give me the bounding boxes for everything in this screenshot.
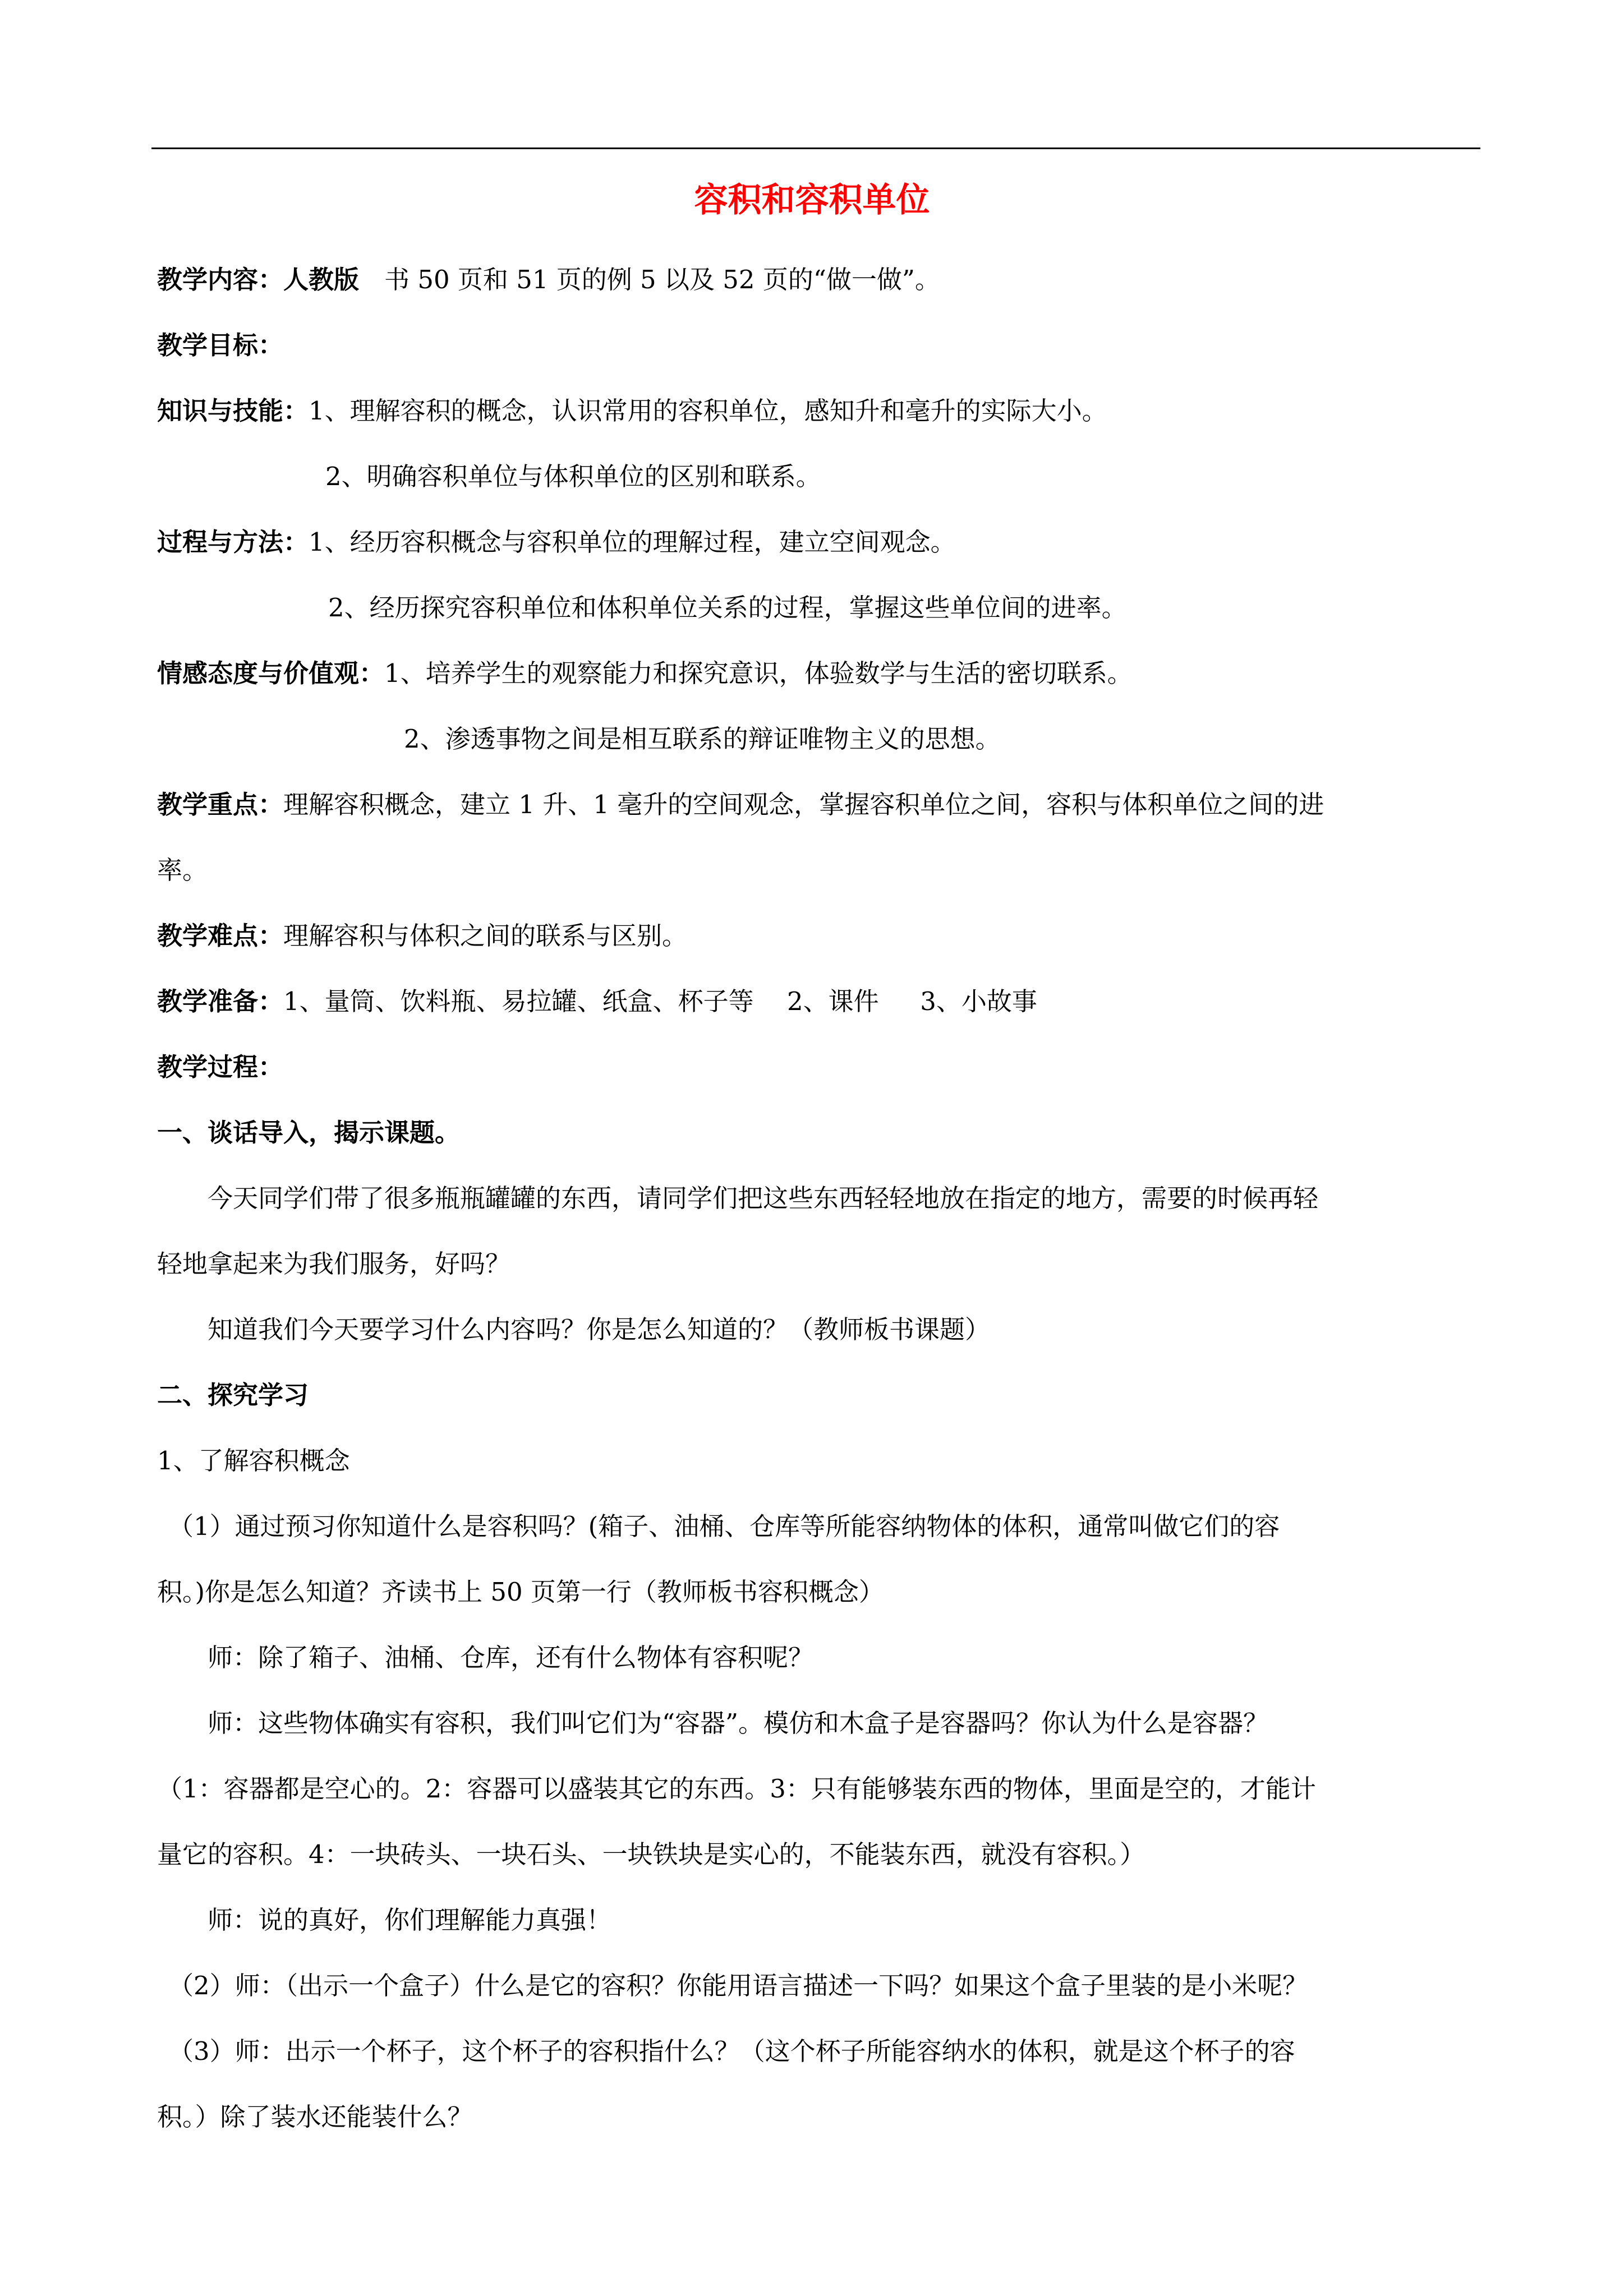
paragraph-line xyxy=(157,1559,1487,1625)
line-text: 1、理解容积的概念，认识常用的容积单位，感知升和毫升的实际大小。 xyxy=(309,396,1107,426)
line-text: 1、经历容积概念与容积单位的理解过程，建立空间观念。 xyxy=(309,527,956,557)
line-label: 教学过程： xyxy=(157,1052,284,1082)
paragraph-line xyxy=(157,1297,1487,1362)
line-text: 今天同学们带了很多瓶瓶罐罐的东西，请同学们把这些东西轻轻地放在指定的地方，需要的时候再轻 xyxy=(208,1183,1319,1213)
line-attitude-values xyxy=(157,640,1487,706)
line-process-methods-2 xyxy=(157,575,1487,640)
line-text: 率。 xyxy=(157,855,208,885)
line-process-methods xyxy=(157,509,1487,575)
line-label: 教学准备： xyxy=(157,986,284,1016)
paragraph-line xyxy=(157,1428,1487,1493)
paragraph-line xyxy=(157,2018,1487,2084)
line-text: 量它的容积。4：一块砖头、一块石头、一块铁块是实心的，不能装东西，就没有容积。） xyxy=(157,1839,1145,1869)
document-title: 容积和容积单位 xyxy=(694,181,930,220)
line-text: 理解容积概念，建立 1 升、1 毫升的空间观念，掌握容积单位之间，容积与体积单位之间的进 xyxy=(283,790,1324,819)
line-text: 师：除了箱子、油桶、仓库，还有什么物体有容积呢？ xyxy=(208,1643,814,1672)
line-knowledge-skills-2 xyxy=(157,444,1487,509)
line-text: 理解容积与体积之间的联系与区别。 xyxy=(283,921,688,951)
paragraph-line xyxy=(157,1231,1487,1297)
line-attitude-values-2 xyxy=(157,706,1487,772)
line-label: 教学内容：人教版 xyxy=(157,265,360,294)
line-knowledge-skills xyxy=(157,378,1487,444)
line-label: 情感态度与价值观： xyxy=(157,658,385,688)
line-label: 教学重点： xyxy=(157,790,284,819)
line-label: 知识与技能： xyxy=(157,396,309,426)
line-label: 教学目标： xyxy=(157,330,284,360)
line-key-points xyxy=(157,772,1487,837)
line-text: （1：容器都是空心的。2：容器可以盛装其它的东西。3：只有能够装东西的物体，里面是空的，才能计 xyxy=(157,1774,1316,1804)
line-text: 轻地拿起来为我们服务，好吗？ xyxy=(157,1249,511,1279)
paragraph-line xyxy=(157,1493,1487,1559)
line-text: （1）通过预习你知道什么是容积吗？(箱子、油桶、仓库等所能容纳物体的体积，通常叫做它们的容 xyxy=(168,1511,1280,1541)
line-teaching-content xyxy=(157,247,1487,312)
paragraph-line xyxy=(157,1953,1487,2018)
line-label: 教学难点： xyxy=(157,921,284,951)
line-text: 积。）除了装水还能装什么？ xyxy=(157,2102,473,2132)
paragraph-line xyxy=(157,1165,1487,1231)
paragraph-line xyxy=(157,2084,1487,2150)
section-heading-1 xyxy=(157,1100,1487,1165)
line-text: 1、了解容积概念 xyxy=(157,1446,350,1476)
line-text: 1、量筒、饮料瓶、易拉罐、纸盒、杯子等 2、课件 3、小故事 xyxy=(283,986,1037,1016)
line-text: 师：说的真好，你们理解能力真强！ xyxy=(208,1905,612,1935)
line-text: 1、培养学生的观察能力和探究意识，体验数学与生活的密切联系。 xyxy=(384,658,1133,688)
line-text: （3）师：出示一个杯子，这个杯子的容积指什么？（这个杯子所能容纳水的体积，就是这个杯子的容 xyxy=(168,2036,1295,2066)
line-text: 2、明确容积单位与体积单位的区别和联系。 xyxy=(325,462,821,491)
line-text: 知道我们今天要学习什么内容吗？你是怎么知道的？（教师板书课题） xyxy=(208,1315,991,1344)
line-label: 过程与方法： xyxy=(157,527,309,557)
line-text: 师：这些物体确实有容积，我们叫它们为“容器”。模仿和木盒子是容器吗？你认为什么是容器？ xyxy=(208,1708,1269,1738)
line-text: 书 50 页和 51 页的例 5 以及 52 页的“做一做”。 xyxy=(359,265,940,294)
paragraph-line xyxy=(157,1756,1487,1822)
line-text: 2、经历探究容积单位和体积单位关系的过程，掌握这些单位间的进率。 xyxy=(328,593,1127,623)
paragraph-line xyxy=(157,1625,1487,1690)
line-text: （2）师：（出示一个盒子）什么是它的容积？你能用语言描述一下吗？如果这个盒子里装的是小米呢？ xyxy=(168,1971,1308,2000)
header-rule xyxy=(151,147,1480,149)
line-teaching-goals xyxy=(157,312,1487,378)
line-difficulties xyxy=(157,903,1487,969)
line-teaching-process xyxy=(157,1034,1487,1100)
line-preparation xyxy=(157,969,1487,1034)
section-heading: 二、探究学习 xyxy=(157,1380,309,1410)
line-text: 2、渗透事物之间是相互联系的辩证唯物主义的思想。 xyxy=(404,724,1001,754)
document-body xyxy=(157,247,1487,2150)
line-key-points-cont xyxy=(157,837,1487,903)
paragraph-line xyxy=(157,1822,1487,1887)
line-text: 积。)你是怎么知道？齐读书上 50 页第一行（教师板书容积概念） xyxy=(157,1577,884,1607)
paragraph-line xyxy=(157,1887,1487,1953)
paragraph-line xyxy=(157,1690,1487,1756)
section-heading: 一、谈话导入，揭示课题。 xyxy=(157,1118,461,1147)
section-heading-2 xyxy=(157,1362,1487,1428)
